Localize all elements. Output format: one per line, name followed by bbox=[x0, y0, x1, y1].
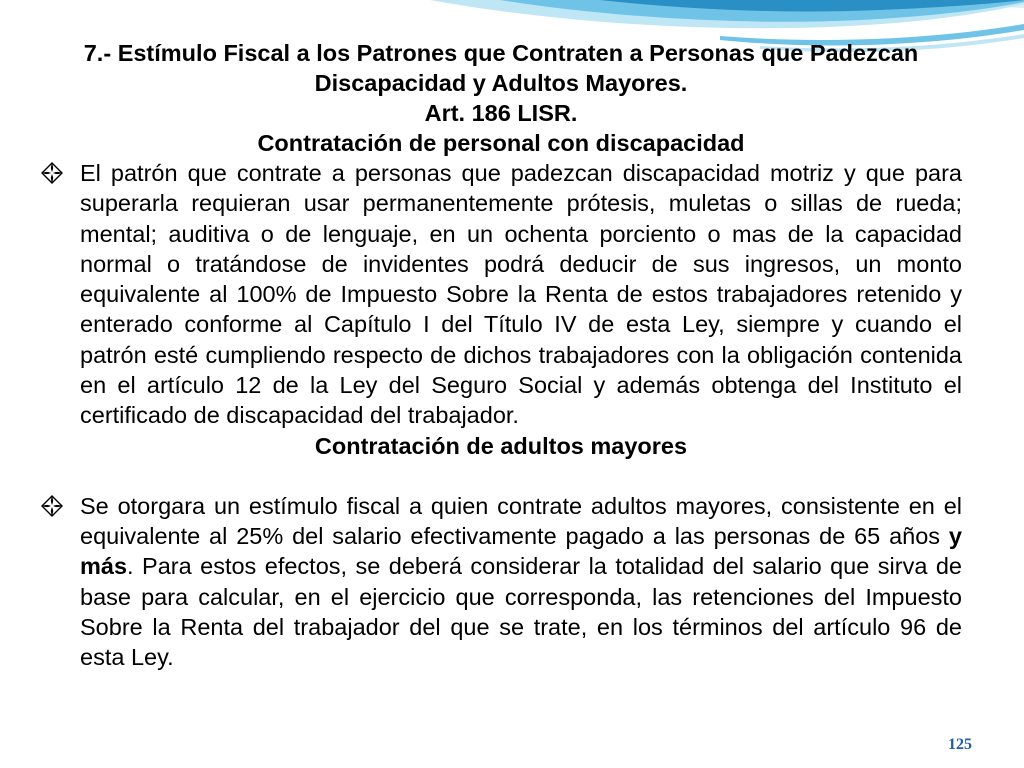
section-heading-disability: Contratación de personal con discapacidad bbox=[257, 130, 745, 156]
page-number: 125 bbox=[948, 736, 972, 753]
bullet-disability-hiring bbox=[40, 158, 962, 431]
section-heading-elderly: Contratación de adultos mayores bbox=[314, 432, 688, 459]
bullet-elderly-text-part-2: . Para estos efectos, se deberá considerar la totalidad del salario que sirva de base para calcular, en el ejercicio que corresponda, las retenciones del Impuesto Sobre la Renta del trabajador del que se trate, en los términos del artículo 96 de esta Ley. bbox=[80, 553, 962, 671]
slide-content bbox=[40, 38, 962, 672]
bullet-elderly-text-part-1: Se otorgara un estímulo fiscal a quien contrate adultos mayores, consistente en el equivalente al 25% del salario efectivamente pagado a las personas de 65 años bbox=[80, 492, 962, 549]
diamond-bullet-icon bbox=[40, 494, 64, 518]
bullet-elderly-hiring bbox=[40, 491, 962, 673]
bullet-disability-text: El patrón que contrate a personas que padezcan discapacidad motriz y que para superarla requieran usar permanentemente prótesis, muletas o sillas de rueda; mental; auditiva o de lenguaje, en un ochenta porciento o mas de la capacidad normal o tratándose de invidentes podrá deducir de sus ingresos, un monto equivalente al 100% de Impuesto Sobre la Renta de estos trabajadores retenido y enterado conforme al Capítulo I del Título IV de esta Ley, siempre y cuando el patrón esté cumpliendo respecto de dichos trabajadores con la obligación contenida en el artículo 12 de la Ley del Seguro Social y además obtenga del Instituto el certificado de discapacidad del trabajador. bbox=[80, 160, 962, 429]
slide-title-line-1: 7.- Estímulo Fiscal a los Patrones que Contraten a Personas que Padezcan bbox=[83, 40, 919, 66]
bullet-elderly-text-bold: y más bbox=[80, 522, 962, 580]
article-reference: Art. 186 LISR. bbox=[424, 100, 578, 126]
slide-title-line-2: Discapacidad y Adultos Mayores. bbox=[314, 70, 688, 96]
diamond-bullet-icon bbox=[40, 161, 64, 185]
spacer bbox=[40, 461, 962, 491]
